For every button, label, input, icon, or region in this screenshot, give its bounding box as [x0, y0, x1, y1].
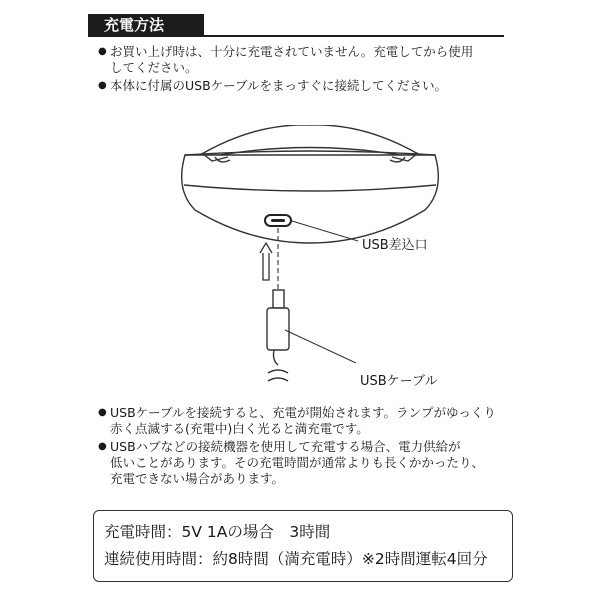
header-underline [88, 35, 504, 37]
section-header [88, 14, 504, 36]
charging-illustration [160, 125, 460, 400]
section-title: 充電方法 [88, 14, 204, 36]
usb-cable-leader [285, 330, 356, 363]
bullet-text: 本体に付属のUSBケーブルをまっすぐに接続してください。 [110, 78, 448, 93]
bullet-item [98, 44, 518, 76]
bullet-item [98, 439, 518, 487]
bullet-icon: ● [98, 80, 107, 91]
arrow-up-icon [260, 243, 272, 280]
device-illustration [182, 125, 439, 243]
spec-box [93, 510, 513, 582]
instructions-top [98, 44, 518, 96]
continuous-use-time-text: 連続使用時間：約8時間（満充電時）※2時間運転4回分 [104, 550, 488, 568]
bullet-item [98, 405, 518, 437]
usb-cable-icon [267, 290, 289, 381]
bullet-icon: ● [98, 441, 107, 452]
bullet-item [98, 78, 518, 94]
instructions-bottom [98, 405, 518, 489]
bullet-text: USBハブなどの接続機器を使用して充電する場合、電力供給が 低いことがあります。その充電時間が通常よりも長くかかったり、 充電できない場合があります。 [110, 439, 485, 486]
bullet-icon: ● [98, 46, 107, 57]
usb-port-label: USB差込口 [362, 238, 428, 253]
bullet-icon: ● [98, 407, 107, 418]
bullet-text: お買い上げ時は、十分に充電されていません。充電してから使用 してください。 [110, 44, 474, 75]
usb-cable-label: USBケーブル [360, 374, 438, 389]
bullet-text: USBケーブルを接続すると、充電が開始されます。ランプがゆっくり 赤く点滅する(充電中)白く光ると満充電です。 [110, 405, 496, 436]
charge-time-text: 充電時間：5V 1Aの場合 3時間 [104, 523, 331, 541]
